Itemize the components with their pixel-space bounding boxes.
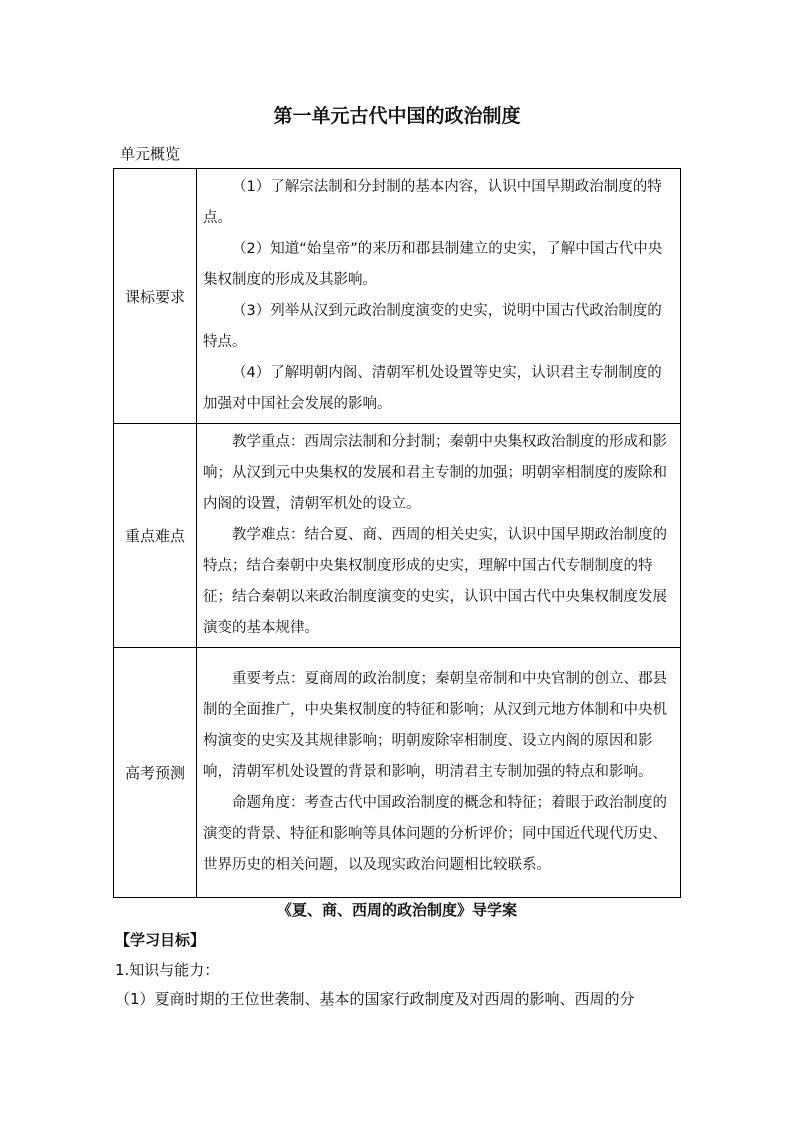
row-content [197, 424, 681, 648]
lesson-subtitle: 《夏、商、西周的政治制度》导学案 [276, 901, 517, 919]
paragraph: 重要考点：夏商周的政治制度；秦朝皇帝制和中央官制的创立、郡县制的全面推广，中央集权制度的特征和影响；从汉到元地方体制和中央机构演变的史实及其规律影响；明朝废除宰相制度、设立内阁的原因和影响，清朝军机处设置的背景和影响，明清君主专制加强的特点和影响。 [203, 671, 667, 780]
overview-label: 单元概览 [120, 145, 181, 163]
row-content [197, 648, 681, 898]
body-line: 1.知识与能力： [115, 961, 220, 979]
table-row [114, 424, 681, 648]
row-header: 高考预测 [114, 648, 197, 898]
row-content [197, 169, 681, 424]
page-title: 第一单元古代中国的政治制度 [273, 105, 521, 127]
section-heading: 【学习目标】 [115, 931, 206, 949]
table-row [114, 648, 681, 898]
table-row [114, 169, 681, 424]
paragraph: 教学重点：西周宗法制和分封制；秦朝中央集权政治制度的形成和影响；从汉到元中央集权的发展和君主专制的加强；明朝宰相制度的废除和内阁的设置，清朝军机处的设立。 [203, 434, 667, 512]
paragraph: （4）了解明朝内阁、清朝军机处设置等史实，认识君主专制制度的加强对中国社会发展的影响。 [203, 365, 662, 412]
row-header: 重点难点 [114, 424, 197, 648]
body-line: （1）夏商时期的王位世袭制、基本的国家行政制度及对西周的影响、西周的分 [115, 990, 635, 1008]
row-header: 课标要求 [114, 169, 197, 424]
paragraph: （3）列举从汉到元政治制度演变的史实，说明中国古代政治制度的特点。 [203, 303, 662, 350]
paragraph: （2）知道“始皇帝”的来历和郡县制建立的史实，了解中国古代中央集权制度的形成及其影响。 [203, 241, 663, 288]
paragraph: 教学难点：结合夏、商、西周的相关史实，认识中国早期政治制度的特点；结合秦朝中央集权制度形成的史实，理解中国古代专制制度的特征；结合秦朝以来政治制度演变的史实，认识中国古代中央集权制度发展演变的基本规律。 [203, 527, 667, 636]
paragraph: 命题角度：考查古代中国政治制度的概念和特征；着眼于政治制度的演变的背景、特征和影响等具体问题的分析评价；同中国近代现代历史、世界历史的相关问题，以及现实政治问题相比较联系。 [203, 795, 667, 873]
paragraph: （1）了解宗法制和分封制的基本内容，认识中国早期政治制度的特点。 [203, 179, 662, 226]
overview-table [113, 168, 681, 898]
